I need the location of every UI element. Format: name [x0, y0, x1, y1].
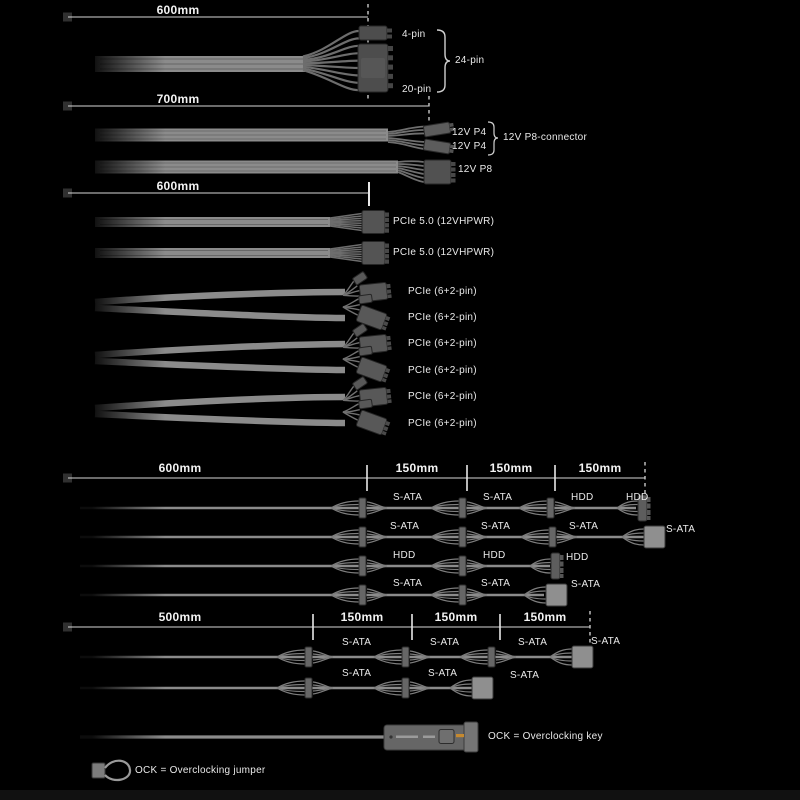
connector-label-12v-p8: 12V P8	[458, 164, 493, 175]
ock-orange-mark	[456, 734, 464, 737]
connector-label-hdd: HDD	[566, 552, 589, 563]
connector-label-pcie62: PCIe (6+2-pin)	[408, 391, 477, 402]
brace-24pin	[437, 30, 450, 92]
cpu-p4b-connector	[423, 139, 454, 155]
seg-label: 150mm	[434, 610, 478, 624]
ock-key-device	[384, 722, 478, 752]
connector-label-hdd: HDD	[571, 492, 594, 503]
connector-label-hdd: HDD	[393, 550, 416, 561]
connector-label-sata: S-ATA	[390, 521, 420, 532]
jumper-loop-wire	[105, 761, 130, 780]
connector-label-sata: S-ATA	[393, 578, 423, 589]
connector-label-sata: S-ATA	[342, 637, 372, 648]
connector-label-hdd: HDD	[483, 550, 506, 561]
cpu-section	[63, 96, 498, 184]
connector-label-sata: S-ATA	[393, 492, 423, 503]
pcie62-ribbons	[95, 292, 345, 423]
cpu-split-wires	[388, 127, 425, 150]
connector-label-sata: S-ATA	[591, 636, 621, 647]
connector-label-pcie62: PCIe (6+2-pin)	[408, 418, 477, 429]
connector-label-sata: S-ATA	[569, 521, 599, 532]
connector-label-pcie5: PCIe 5.0 (12VHPWR)	[393, 247, 495, 258]
ock-jumper	[92, 761, 130, 780]
atx-fanout-wires	[303, 31, 359, 90]
connector-label-sata: S-ATA	[342, 668, 372, 679]
atx-section	[63, 4, 450, 102]
connector-label-pcie5: PCIe 5.0 (12VHPWR)	[393, 216, 495, 227]
connector-label-sata: S-ATA	[483, 492, 513, 503]
seg-label: 150mm	[578, 461, 622, 475]
connector-label-pcie62: PCIe (6+2-pin)	[408, 338, 477, 349]
connector-label-pcie62: PCIe (6+2-pin)	[408, 286, 477, 297]
sata500-section	[63, 611, 593, 699]
connector-label-12v-p4: 12V P4	[452, 127, 487, 138]
seg-label: 150mm	[395, 461, 439, 475]
bottom-edge-band	[0, 790, 800, 800]
legend-ock-jumper: OCK = Overclocking jumper	[135, 765, 266, 776]
cpu-p8-connector	[424, 160, 451, 184]
connector-label-pcie62: PCIe (6+2-pin)	[408, 365, 477, 376]
length-label-sata500: 500mm	[158, 610, 202, 624]
connector-label-12v-p4: 12V P4	[452, 141, 487, 152]
connector-label-p8-group: 12V P8-connector	[503, 132, 588, 143]
seg-label: 150mm	[340, 610, 384, 624]
connector-label-4pin: 4-pin	[402, 29, 426, 40]
connector-label-sata: S-ATA	[430, 637, 460, 648]
brace-p8-group	[488, 122, 498, 155]
connector-label-sata: S-ATA	[428, 668, 458, 679]
connector-label-sata: S-ATA	[571, 579, 601, 590]
connector-label-sata: S-ATA	[481, 521, 511, 532]
connector-label-sata: S-ATA	[510, 670, 540, 681]
seg-label: 150mm	[523, 610, 567, 624]
atx-4pin-connector	[359, 26, 387, 40]
pcie5-section	[63, 182, 389, 265]
length-label-cpu: 700mm	[156, 92, 200, 106]
length-label-pcie5: 600mm	[156, 179, 200, 193]
connector-label-hdd: HDD	[626, 492, 649, 503]
connector-label-24pin: 24-pin	[455, 55, 485, 66]
length-label-atx: 600mm	[156, 3, 200, 17]
pcie62-section	[95, 269, 395, 437]
connector-label-sata: S-ATA	[518, 637, 548, 648]
seg-label: 150mm	[489, 461, 533, 475]
connector-label-sata: S-ATA	[666, 524, 696, 535]
connector-label-20pin: 20-pin	[402, 84, 432, 95]
pcie5-connector-1	[330, 211, 389, 234]
connector-label-sata: S-ATA	[481, 578, 511, 589]
cpu-p4a-connector	[423, 121, 454, 137]
cpu-p8-wires	[398, 161, 424, 182]
length-label-sata600: 600mm	[158, 461, 202, 475]
pcie5-connector-2	[330, 242, 389, 265]
legend-ock-key: OCK = Overclocking key	[488, 731, 603, 742]
connector-label-pcie62: PCIe (6+2-pin)	[408, 312, 477, 323]
